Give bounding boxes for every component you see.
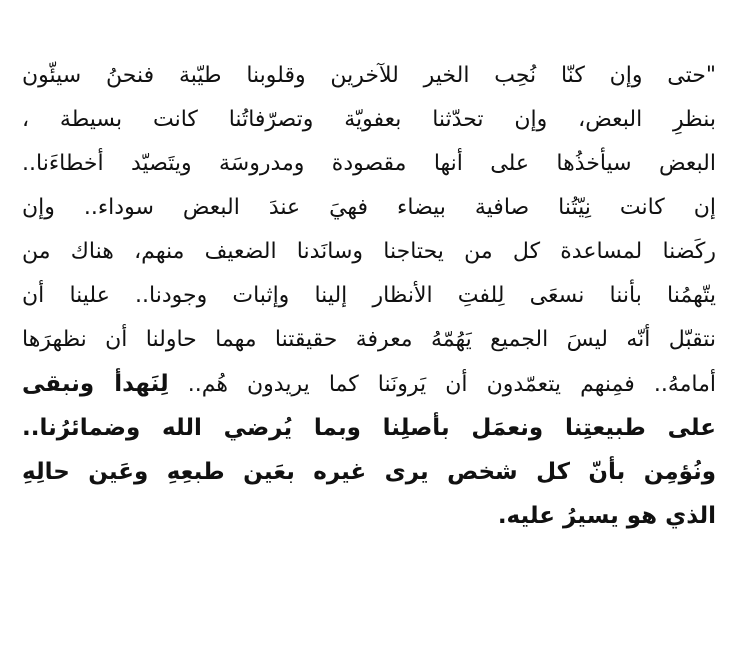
text-line-7: نتقبّل أنّه ليسَ الجميع يَهُمّهُ معرفة حقيقتنا مهما حاولنا أن نظهرَها: [22, 327, 716, 352]
bold-line-3: الذي هو يسيرُ عليه.: [497, 503, 716, 529]
bold-line-1: على طبيعتِنا ونعمَل بأصلِنا وبما يُرضي الله وضمائرُنا..: [22, 415, 716, 441]
text-line-8: [22, 362, 716, 406]
quote-text-block: [22, 54, 716, 538]
text-line-6: يتّهمُنا بأننا نسعَى لِلفتِ الأنظار إلينا وإثبات وجودنا.. علينا أن: [22, 283, 716, 308]
text-line-3: البعض سيأخذُها على أنها مقصودة ومدروسَة ويتَصيّد أخطاءَنا..: [22, 151, 716, 176]
text-line-8-bold: لِنَهدأ ونبقى: [22, 371, 169, 397]
text-line-5: ركَضنا لمساعدة كل من يحتاجنا وسانَدنا الضعيف منهم، هناك من: [22, 239, 716, 264]
bold-line-2: ونُؤمِن بأنّ كل شخص يرى غيره بعَين طبعِهِ وعَين حالِهِ: [22, 459, 716, 485]
text-line-1: "حتى وإن كنّا نُحِب الخير للآخرين وقلوبنا طيّبة فنحنُ سيئّون: [22, 63, 716, 88]
text-line-8-regular: أمامهُ.. فمِنهم يتعمّدون أن يَرونَنا كما يريدون هُم..: [168, 372, 716, 397]
text-line-2: بنظرِ البعض، وإن تحدّثنا بعفويّة وتصرّفاتُنا كانت بسيطة ،: [22, 107, 716, 132]
text-line-4: إن كانت نِيّتُنا صافية بيضاء فهيَ عندَ البعض سوداء.. وإن: [22, 195, 716, 220]
